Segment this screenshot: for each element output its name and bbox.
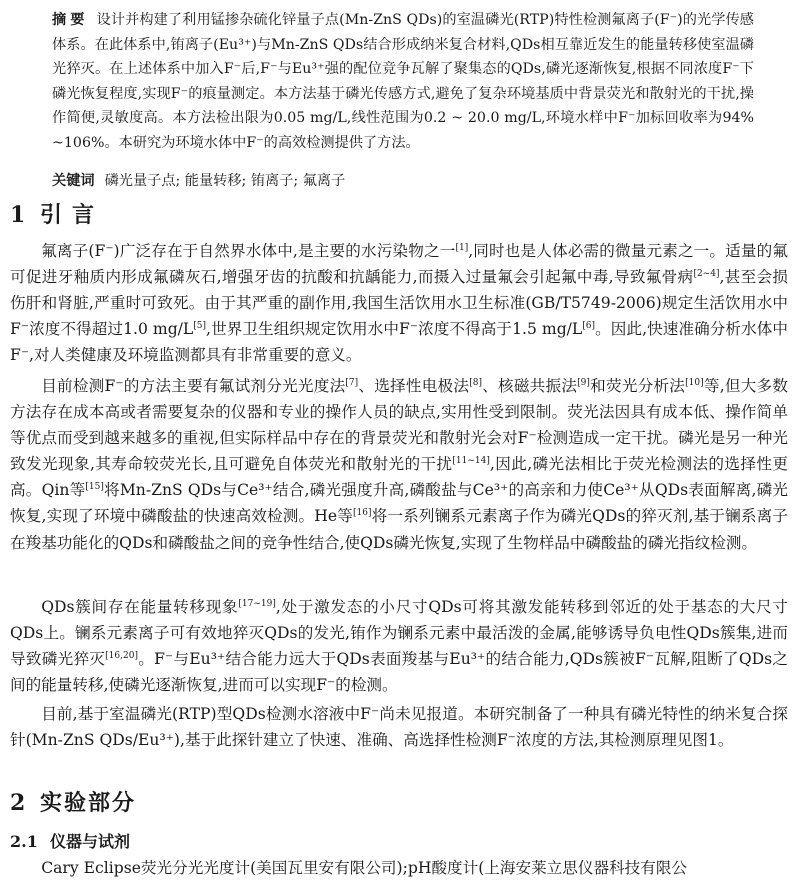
text-run: ,甚至会损伤肝和肾脏,严重时可致死。由于其严重的副作用,我国生活饮用水卫生标准(GB/T5749-2006)规定生活饮用水中F⁻浓度不得超过1.0 mg/L [10,268,788,339]
citation[interactable]: [8] [469,377,482,388]
text-run: 。因此,快速准确分析水体中F⁻,对人类健康及环境监测都具有非常重要的意义。 [10,320,788,365]
abstract [52,8,754,156]
keywords-text: 磷光量子点; 能量转移; 铕离子; 氟离子 [104,173,346,189]
section-title: 引言 [40,202,105,228]
text-run: ,世界卫生组织规定饮用水中F⁻浓度不得高于1.5 mg/L [206,320,583,339]
section-heading-introduction [10,200,800,230]
text-run: 将Mn-ZnS QDs与Ce³⁺结合,磷光强度升高,磷酸盐与Ce³⁺的高亲和力使Ce³⁺从QDs表面解离,磷光恢复,实现了环境中磷酸盐的快速高效检测。He等 [10,481,788,526]
text-run: ,同时也是人体必需的微量元素之一。适量的氟可促进牙釉质内形成氟磷灰石,增强牙齿的抗酸和抗龋能力,而摄入过量氟会引起氟中毒,导致氟骨病 [10,242,788,287]
text-run: Cary Eclipse荧光分光光度计(美国瓦里安有限公司);pH酸度计(上海安莱立思仪器科技有限公 [41,859,688,877]
citation[interactable]: [11~14] [452,456,490,467]
paragraph-3 [10,594,788,698]
subsection-title: 仪器与试剂 [50,832,131,851]
citation[interactable]: [5] [193,321,207,332]
citation[interactable]: [16,20] [105,651,138,661]
text-run: 将一系列镧系元素离子作为磷光QDs的猝灭剂,基于镧系离子在羧基功能化的QDs和磷酸盐之间的竞争性结合,使QDs磷光恢复,实现了生物样品中磷酸盐的磷光指纹检测。 [10,507,788,552]
keywords-label: 关键词 [52,173,95,189]
text-run: 氟离子(F⁻)广泛存在于自然界水体中,是主要的水污染物之一 [41,242,456,260]
text-run: 等,但大多数方法存在成本高或者需要复杂的仪器和专业的操作人员的缺点,实用性受到限制。荧光法因具有成本低、操作简单等优点而受到越来越多的重视,但实际样品中存在的背景荧光和散射光会对F⁻检测造成一定干扰。磷光是另一种光致发光现象,其寿命较荧光长,且可避免自体荧光和散射光的干扰 [10,377,788,474]
citation[interactable]: [15] [85,482,104,493]
paragraph-1 [10,238,788,368]
citation[interactable]: [16] [353,508,372,519]
section-number: 1 [10,202,26,228]
text-run: 和荧光分析法 [589,377,686,395]
citation[interactable]: [17~19] [238,598,276,609]
paragraph-2 [10,373,788,556]
subsection-heading-instruments [10,831,800,853]
subsection-number: 2.1 [10,832,38,851]
paragraph-5 [10,855,788,881]
text-run: ,处于激发态的小尺寸QDs可将其激发能转移到邻近的处于基态的大尺寸QDs上。镧系元素离子可有效地猝灭QDs的发光,铕作为镧系元素中最活泼的金属,能够诱导负电性QDs簇集,进而导致磷光猝灭 [10,598,788,669]
section-number: 2 [10,790,26,816]
citation[interactable]: [1] [455,242,469,253]
text-run: 。F⁻与Eu³⁺结合能力远大于QDs表面羧基与Eu³⁺的结合能力,QDs簇被F⁻瓦解,阻断了QDs之间的能量转移,使磷光逐渐恢复,进而可以实现F⁻的检测。 [10,650,788,695]
text-run: ,因此,磷光法相比于荧光检测法的选择性更高。Qin等 [10,455,788,500]
citation[interactable]: [2~4] [693,268,720,279]
text-run: 、选择性电极法 [358,377,470,395]
text-run: QDs簇间存在能量转移现象 [41,598,239,616]
section-heading-experimental [10,788,800,818]
text-run: 目前检测F⁻的方法主要有氟试剂分光光度法 [41,377,346,395]
abstract-label: 摘要 [52,12,89,28]
text-run: 、核磁共振法 [481,377,578,395]
text-run: 目前,基于室温磷光(RTP)型QDs检测水溶液中F⁻尚未见报道。本研究制备了一种具有磷光特性的纳米复合探针(Mn-ZnS QDs/Eu³⁺),基于此探针建立了快速、准确、高选择性检测F⁻浓度的方法,其检测原理见图1。 [10,705,788,750]
keywords [52,170,760,192]
section-title: 实验部分 [40,790,137,816]
citation[interactable]: [9] [577,377,590,388]
citation[interactable]: [10] [685,377,704,388]
abstract-text: 设计并构建了利用锰掺杂硫化锌量子点(Mn-ZnS QDs)的室温磷光(RTP)特性检测氟离子(F⁻)的光学传感体系。在此体系中,铕离子(Eu³⁺)与Mn-ZnS QDs结合形成纳米复合材料,QDs相互靠近发生的能量转移使室温磷光猝灭。在上述体系中加入F⁻后,F⁻与Eu³⁺强的配位竞争瓦解了聚集态的QDs,磷光逐渐恢复,根据不同浓度F⁻下磷光恢复程度,实现F⁻的痕量测定。本方法基于磷光传感方式,避免了复杂环境基质中背景荧光和散射光的干扰,操作简便,灵敏度高。本方法检出限为0.05 mg/L,线性范围为0.2 ~ 20.0 mg/L,环境水样中F⁻加标回收率为94% ~106%。本研究为环境水体中F⁻的高效检测提供了方法。 [52,12,754,151]
citation[interactable]: [6] [582,321,596,332]
paragraph-4 [10,701,788,753]
citation[interactable]: [7] [345,377,359,388]
